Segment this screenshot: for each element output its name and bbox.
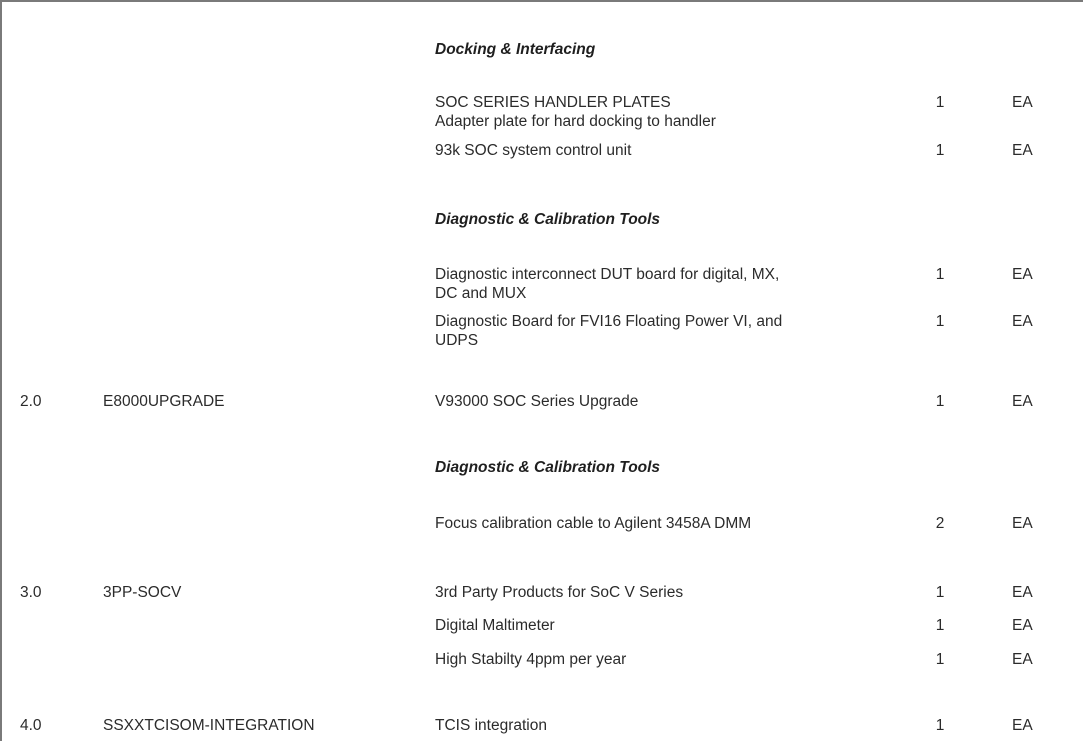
row-item-number: 2.0 xyxy=(20,393,42,410)
row-description: 93k SOC system control unit xyxy=(435,142,632,159)
row-unit: EA xyxy=(1012,651,1033,668)
section-heading-diagnostic: Diagnostic & Calibration Tools xyxy=(435,211,661,228)
row-description: SOC SERIES HANDLER PLATES xyxy=(435,94,671,111)
section-heading-diagnostic: Diagnostic & Calibration Tools xyxy=(435,459,661,476)
row-description: Digital Maltimeter xyxy=(435,617,555,634)
row-quantity: 1 xyxy=(935,266,945,283)
row-quantity: 1 xyxy=(935,393,945,410)
row-description: Diagnostic Board for FVI16 Floating Power VI, and xyxy=(435,313,783,330)
row-part-number: 3PP-SOCV xyxy=(103,584,182,601)
row-description: High Stabilty 4ppm per year xyxy=(435,651,627,668)
row-part-number: SSXXTCISOM-INTEGRATION xyxy=(103,717,315,734)
row-quantity: 1 xyxy=(935,313,945,330)
row-quantity: 1 xyxy=(935,617,945,634)
row-unit: EA xyxy=(1012,266,1033,283)
row-part-number: E8000UPGRADE xyxy=(103,393,225,410)
row-description: TCIS integration xyxy=(435,717,547,734)
row-description: 3rd Party Products for SoC V Series xyxy=(435,584,684,601)
row-unit: EA xyxy=(1012,94,1033,111)
row-item-number: 4.0 xyxy=(20,717,42,734)
row-item-number: 3.0 xyxy=(20,584,42,601)
row-description: Diagnostic interconnect DUT board for digital, MX, xyxy=(435,266,780,283)
row-description-continued: UDPS xyxy=(435,332,479,349)
row-description: V93000 SOC Series Upgrade xyxy=(435,393,639,410)
row-unit: EA xyxy=(1012,617,1033,634)
row-quantity: 1 xyxy=(935,142,945,159)
section-heading-docking: Docking & Interfacing xyxy=(435,41,596,58)
row-unit: EA xyxy=(1012,313,1033,330)
row-unit: EA xyxy=(1012,584,1033,601)
row-unit: EA xyxy=(1012,393,1033,410)
row-description-continued: DC and MUX xyxy=(435,285,527,302)
row-unit: EA xyxy=(1012,717,1033,734)
row-description: Focus calibration cable to Agilent 3458A DMM xyxy=(435,515,752,532)
row-quantity: 1 xyxy=(935,717,945,734)
row-unit: EA xyxy=(1012,515,1033,532)
row-description: Adapter plate for hard docking to handler xyxy=(435,113,716,130)
page-border-left xyxy=(0,0,2,741)
row-unit: EA xyxy=(1012,142,1033,159)
row-quantity: 2 xyxy=(935,515,945,532)
row-quantity: 1 xyxy=(935,94,945,111)
row-quantity: 1 xyxy=(935,651,945,668)
page-border-top xyxy=(0,0,1083,2)
row-quantity: 1 xyxy=(935,584,945,601)
